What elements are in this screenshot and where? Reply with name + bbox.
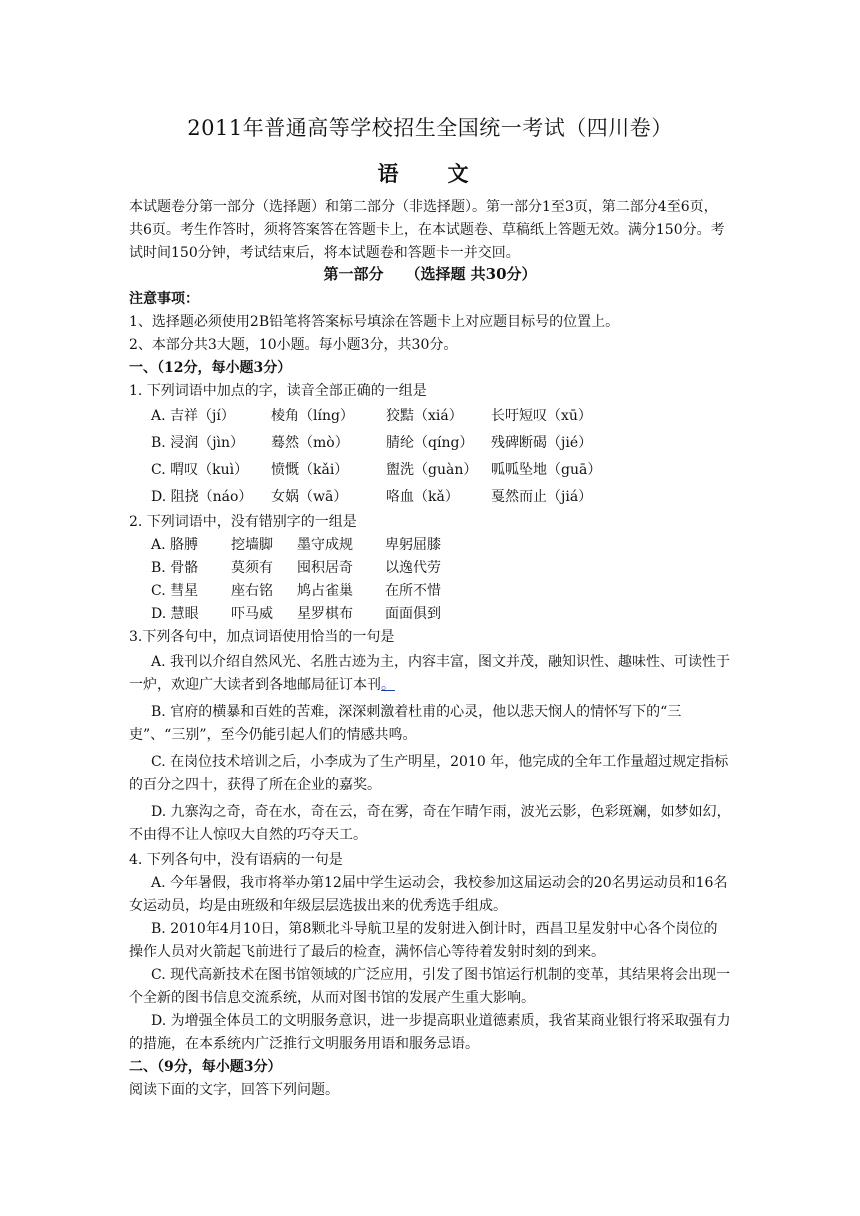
option-word: 莫须有 xyxy=(231,560,273,576)
reading-prompt: 阅读下面的文字，回答下列问题。 xyxy=(129,1082,339,1098)
notice-item: 1、选择题必须使用2B铅笔将答案标号填涂在答题卡上对应题目标号的位置上。 xyxy=(129,314,620,330)
q3-option-a-link[interactable]: 。 xyxy=(381,677,395,693)
option-word: C. 彗星 xyxy=(151,583,199,599)
q2-option-a xyxy=(129,534,731,557)
q3-option-d: D. 九寨沟之奇，奇在水，奇在云，奇在雾，奇在乍晴乍雨，波光云影，色彩斑斓，如梦如幻，不由得不让人惊叹大自然的巧夺天工。 xyxy=(129,804,731,843)
exam-title: 2011年普通高等学校招生全国统一考试（四川卷） xyxy=(187,116,673,140)
option-word: 卑躬屈膝 xyxy=(385,537,441,553)
option-word: 狡黠（xiá） xyxy=(386,408,463,424)
option-word: 吓马威 xyxy=(231,606,273,622)
option-word: 盥洗（guàn） xyxy=(386,462,478,478)
option-word: 星罗棋布 xyxy=(297,606,353,622)
option-word: B. 浸润（jìn） xyxy=(151,435,245,451)
q3-option-a xyxy=(129,651,731,697)
q1-option-b xyxy=(129,430,731,457)
option-word: 呱呱坠地（guā） xyxy=(491,462,602,478)
option-word: 愤慨（kǎi） xyxy=(271,462,349,478)
option-word: 长吁短叹（xū） xyxy=(491,408,592,424)
q1-option-c xyxy=(129,457,731,484)
q1-option-a xyxy=(129,403,731,430)
notice-item: 2、本部分共3大题，10小题。每小题3分，共30分。 xyxy=(129,337,458,353)
section-two-heading: 二、（9分，每小题3分） xyxy=(129,1059,282,1075)
q3-option-c: C. 在岗位技术培训之后，小李成为了生产明星，2010 年，他完成的全年工作量超过规定指标的百分之四十，获得了所在企业的嘉奖。 xyxy=(129,754,729,793)
q2-option-d xyxy=(129,603,731,626)
option-word: 棱角（líng） xyxy=(271,408,354,424)
part-one-heading xyxy=(0,263,860,284)
option-word: 以逸代劳 xyxy=(385,560,441,576)
q3-option-a-text: A. 我刊以介绍自然风光、名胜古迹为主，内容丰富，图文并茂，融知识性、趣味性、可读性于一炉，欢迎广大读者到各地邮局征订本刊 xyxy=(129,654,731,693)
q4-option-a: A. 今年暑假，我市将举办第12届中学生运动会，我校参加这届运动会的20名男运动员和16名女运动员，均是由班级和年级层层选拔出来的优秀选手组成。 xyxy=(129,875,728,914)
q2-option-b xyxy=(129,557,731,580)
option-word: 面面俱到 xyxy=(385,606,441,622)
part-one-label: 第一部分 xyxy=(323,265,384,283)
option-word: A. 吉祥（jí） xyxy=(151,408,235,424)
q1-option-d xyxy=(129,484,731,511)
subject-heading: 语 文 xyxy=(377,161,483,186)
q4-option-b: B. 2010年4月10日，第8颗北斗导航卫星的发射进入倒计时，西昌卫星发射中心各个岗位的操作人员对火箭起飞前进行了最后的检查，满怀信心等待着发射时刻的到来。 xyxy=(129,921,718,960)
option-word: A. 胳膊 xyxy=(151,537,199,553)
notice-heading: 注意事项： xyxy=(129,291,199,307)
option-word: 戛然而止（jiá） xyxy=(491,489,593,505)
q3-option-b: B. 官府的横暴和百姓的苦难，深深刺激着杜甫的心灵，他以悲天悯人的情怀写下的“三吏”、“三别”，至今仍能引起人们的情感共鸣。 xyxy=(129,704,682,743)
exam-intro: 本试题卷分第一部分（选择题）和第二部分（非选择题）。第一部分1至3页，第二部分4至6页，共6页。考生作答时，须将答案答在答题卡上，在本试题卷、草稿纸上答题无效。满分150分。考试时间150分钟，考试结束后，将本试题卷和答题卡一并交回。 xyxy=(129,199,725,261)
option-word: D. 慧眼 xyxy=(151,606,199,622)
q4-option-d: D. 为增强全体员工的文明服务意识，进一步提高职业道德素质，我省某商业银行将采取强有力的措施，在本系统内广泛推行文明服务用语和服务忌语。 xyxy=(129,1013,731,1052)
option-word: 女娲（wā） xyxy=(271,489,348,505)
option-word: 在所不惜 xyxy=(385,583,441,599)
q4-stem: 4. 下列各句中，没有语病的一句是 xyxy=(129,852,343,868)
option-word: 鸠占雀巢 xyxy=(297,583,353,599)
q2-option-c xyxy=(129,580,731,603)
option-word: C. 喟叹（kuì） xyxy=(151,462,249,478)
option-word: 咯血（kǎ） xyxy=(386,489,459,505)
q4-option-c: C. 现代高新技术在图书馆领域的广泛应用，引发了图书馆运行机制的变革，其结果将会出现一个全新的图书信息交流系统，从而对图书馆的发展产生重大影响。 xyxy=(129,967,731,1006)
q3-stem: 3.下列各句中，加点词语使用恰当的一句是 xyxy=(129,629,395,645)
option-word: 墨守成规 xyxy=(297,537,353,553)
option-word: 囤积居奇 xyxy=(297,560,353,576)
q1-stem: 1. 下列词语中加点的字，读音全部正确的一组是 xyxy=(129,383,427,399)
option-word: 挖墙脚 xyxy=(231,537,273,553)
exam-body xyxy=(129,288,731,1102)
option-word: B. 骨骼 xyxy=(151,560,199,576)
q2-stem: 2. 下列词语中，没有错别字的一组是 xyxy=(129,514,357,530)
option-word: 蓦然（mò） xyxy=(271,435,349,451)
part-one-detail: （选择题 共30分） xyxy=(405,265,537,283)
option-word: 座右铭 xyxy=(231,583,273,599)
option-word: D. 阻挠（náo） xyxy=(151,489,253,505)
option-word: 腈纶（qíng） xyxy=(386,435,474,451)
section-one-heading: 一、（12分，每小题3分） xyxy=(129,360,292,376)
option-word: 残碑断碣（jié） xyxy=(491,435,593,451)
